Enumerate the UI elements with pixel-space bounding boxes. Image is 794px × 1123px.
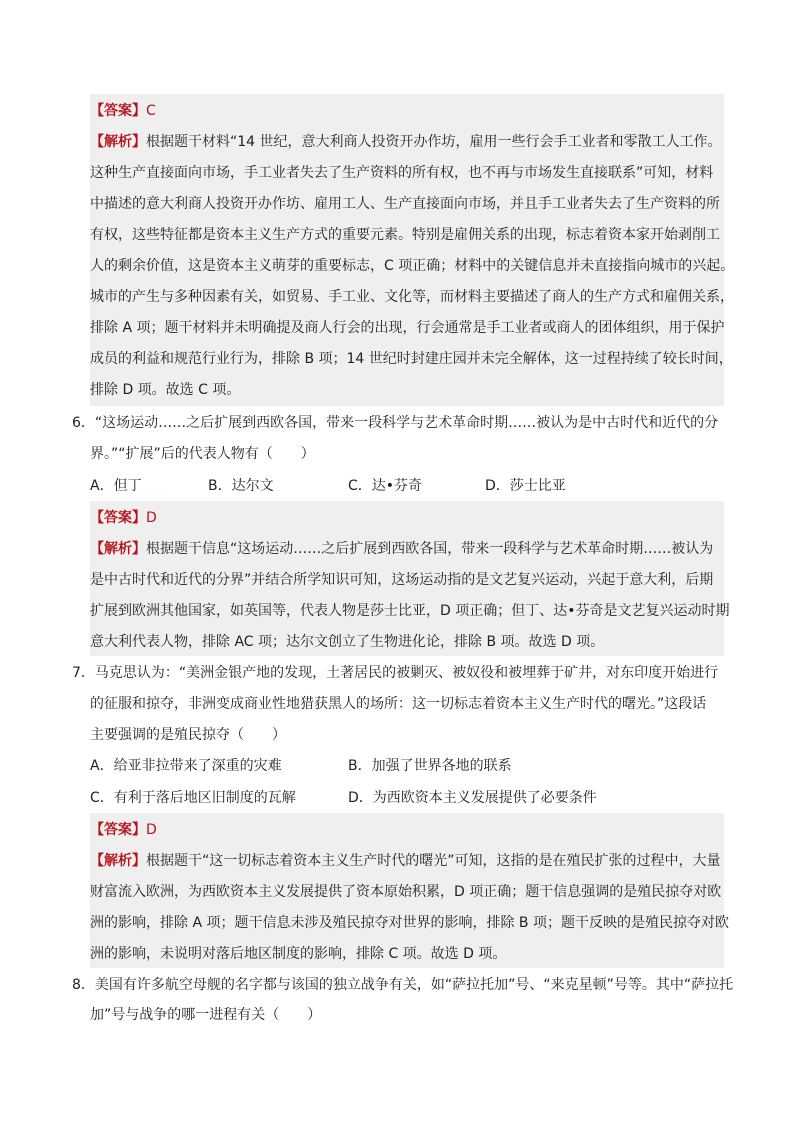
q6-option-a: A．但丁 [90,478,142,494]
q6-option-b: B．达尔文 [208,478,274,494]
analysis-tag: 【解析】 [90,853,146,869]
q5-analysis-line-6: 排除 A 项；题干材料并未明确提及商人行会的出现，行会通常是手工业者或商人的团体组织，用于保护 [90,320,725,336]
q5-analysis-line-2: 中描述的意大利商人投资开办作坊、雇用工人、生产直接面向市场，并且手工业者失去了生产资料的所 [90,196,720,212]
q7-option-d: D．为西欧资本主义发展提供了必要条件 [348,790,597,806]
q6-analysis-line-2: 扩展到欧洲其他国家，如英国等，代表人物是莎士比亚，D 项正确；但丁、达•芬奇是文艺复兴运动时期 [90,603,730,619]
analysis-tag: 【解析】 [90,541,146,557]
q7-analysis-line-3: 洲的影响，未说明对落后地区制度的影响，排除 C 项。故选 D 项。 [90,946,507,962]
q6-answer-block [90,501,730,656]
q5-analysis-line-1: 这种生产直接面向市场，手工业者失去了生产资料的所有权，也不再与市场发生直接联系”可知，材料 [90,165,714,181]
q6-analysis-line-0: 【解析】根据题干信息“这场运动……之后扩展到西欧各国，带来一段科学与艺术革命时期……被认为 [90,541,714,557]
q5-analysis-line-3: 有权，这些特征都是资本主义生产方式的重要元素。特别是雇佣关系的出现，标志着资本家开始剥削工 [90,227,720,243]
q6-analysis-line-3: 意大利代表人物，排除 AC 项；达尔文创立了生物进化论，排除 B 项。故选 D 项。 [90,634,605,650]
analysis-tag: 【解析】 [90,134,146,150]
q7-option-b: B．加强了世界各地的联系 [348,758,512,774]
answer-value: C [146,103,156,119]
q7-answer-block [90,813,729,968]
answer-tag: 【答案】 [90,103,146,119]
q7-stem-line-0: 7．马克思认为：“美洲金银产地的发现，土著居民的被剿灭、被奴役和被埋葬于矿井，对东印度开始进行 [72,665,719,681]
q5-analysis-line-8: 排除 D 项。故选 C 项。 [90,382,241,398]
answer-tag: 【答案】 [90,510,146,526]
q6-stem-line-0: 6．“这场运动……之后扩展到西欧各国，带来一段科学与艺术革命时期……被认为是中古时代和近代的分 [72,415,719,431]
q7-analysis-line-1: 财富流入欧洲，为西欧资本主义发展提供了资本原始积累，D 项正确；题干信息强调的是殖民掠夺对欧 [90,884,722,900]
answer-value: D [146,510,157,526]
question-number: 8． [72,977,95,993]
answer-value: D [146,822,157,838]
q7-option-c: C．有利于落后地区旧制度的瓦解 [90,790,296,806]
q6-answer-line [90,509,157,527]
q5-analysis-line-0: 【解析】根据题干材料“14 世纪，意大利商人投资开办作坊，雇用一些行会手工业者和零散工人工作。 [90,134,722,150]
q7-stem-line-1: 的征服和掠夺，非洲变成商业性地猎获黑人的场所：这一切标志着资本主义生产时代的曙光。”这段话 [90,696,707,712]
q6-stem-line-1: 界。”“扩展”后的代表人物有（ ） [90,446,315,462]
q5-answer-block [90,94,735,406]
q5-analysis-line-5: 城市的产生与多种因素有关，如贸易、手工业、文化等，而材料主要描述了商人的生产方式和雇佣关系， [90,289,734,305]
q8-stem-line-0: 8．美国有许多航空母舰的名字都与该国的独立战争有关，如“萨拉托加”号、“来克星顿”号等。其中“萨拉托 [72,977,734,993]
answer-tag: 【答案】 [90,822,146,838]
q8-stem-line-1: 加”号与战争的哪一进程有关（ ） [90,1007,322,1023]
q6-option-c: C．达•芬奇 [348,478,423,494]
q7-analysis-line-0: 【解析】根据题干“这一切标志着资本主义生产时代的曙光”可知，这指的是在殖民扩张的过程中，大量 [90,853,721,869]
q6-option-d: D．莎士比亚 [485,478,566,494]
q7-answer-line [90,821,157,839]
q6-analysis-line-1: 是中古时代和近代的分界”并结合所学知识可知，这场运动指的是文艺复兴运动，兴起于意大利，后期 [90,572,714,588]
q7-stem-line-2: 主要强调的是殖民掠夺（ ） [90,727,286,743]
q7-analysis-line-2: 洲的影响，排除 A 项；题干信息未涉及殖民掠夺对世界的影响，排除 B 项；题干反映的是殖民掠夺对欧 [90,915,729,931]
question-number: 6． [72,415,95,431]
q5-analysis-line-4: 人的剩余价值，这是资本主义萌芽的重要标志，C 项正确；材料中的关键信息并未直接指向城市的兴起。 [90,258,735,274]
q5-answer-line [90,102,156,120]
q5-analysis-line-7: 成员的利益和规范行业行为，排除 B 项；14 世纪时封建庄园并未完全解体，这一过程持续了较长时间， [90,351,733,367]
question-number: 7． [72,665,95,681]
q7-option-a: A．给亚非拉带来了深重的灾难 [90,758,282,774]
